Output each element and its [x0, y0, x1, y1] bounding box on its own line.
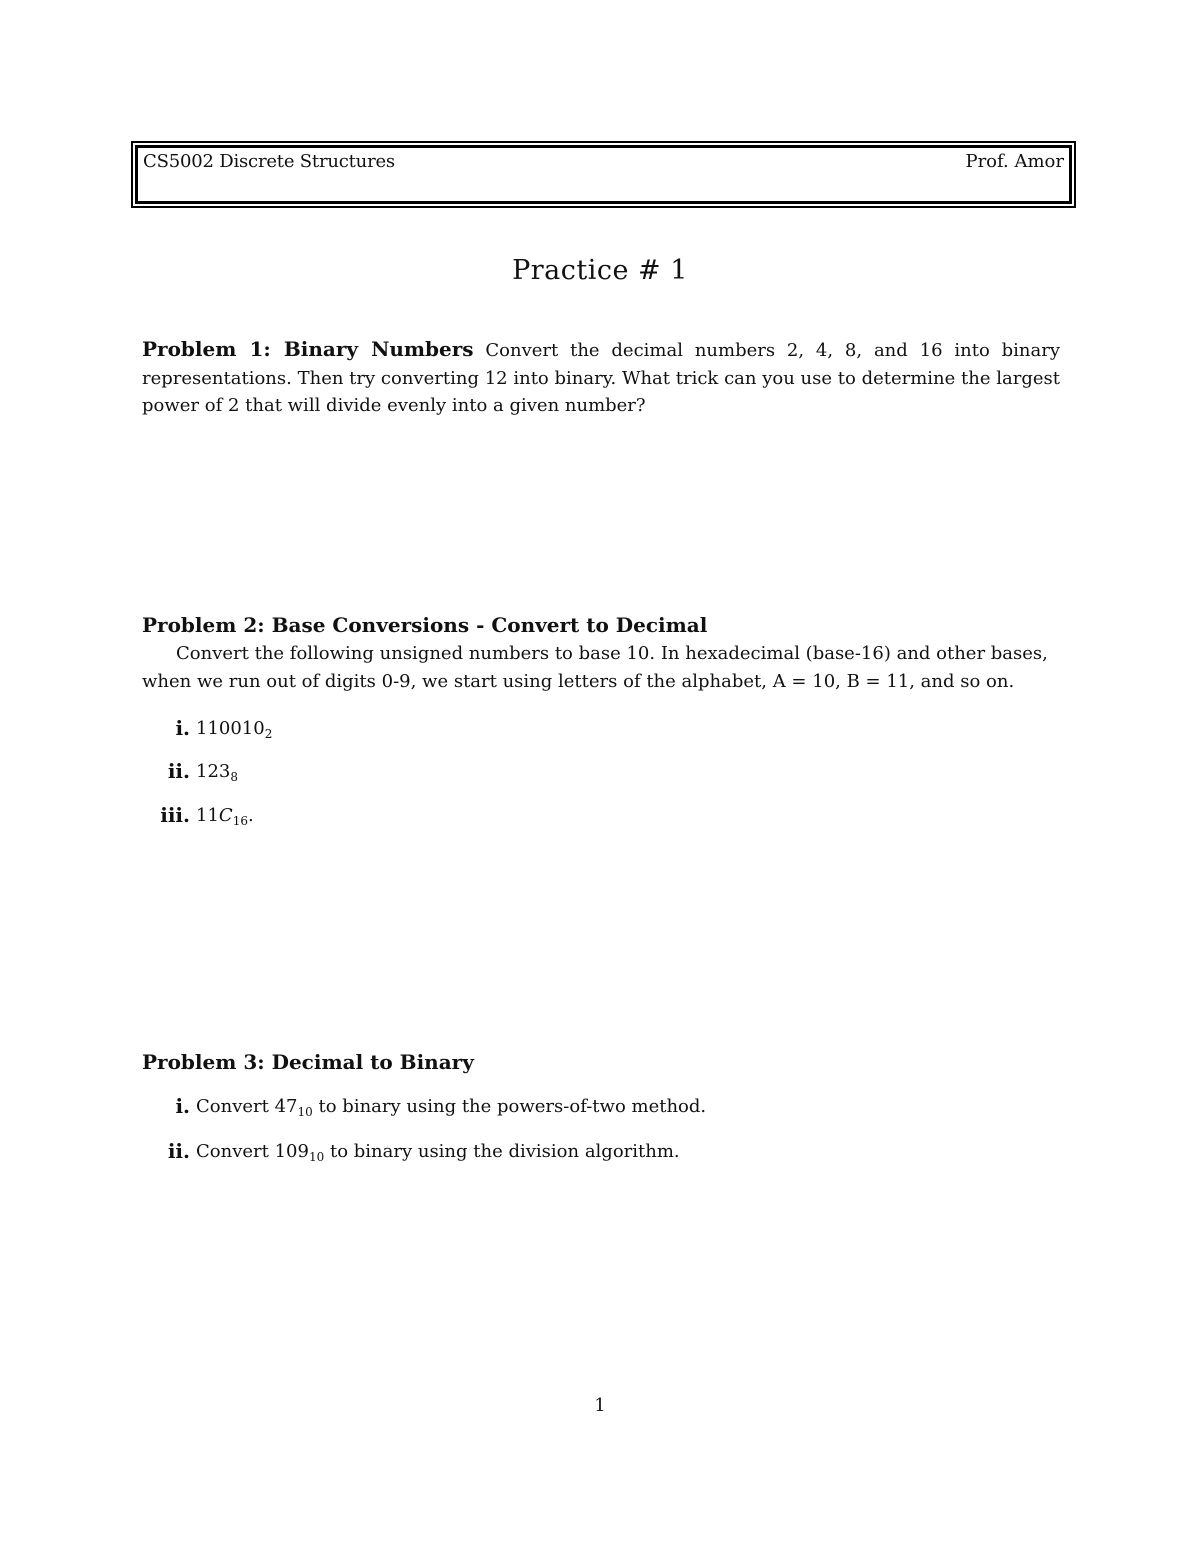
- item-base: 2: [264, 727, 273, 741]
- item-value: [196, 718, 272, 739]
- header-box: [131, 141, 1076, 208]
- item-suffix: .: [247, 805, 254, 826]
- item-base: 8: [230, 770, 238, 784]
- item-number: 110010: [196, 718, 265, 739]
- item-label: ii.: [167, 1139, 190, 1163]
- problem-1-text: Convert the decimal numbers 2, 4, 8, and 16 into binary representations. Then try converting 12 into binary. What trick can you use to determine the largest power of 2 that will divide evenly into a given number?: [142, 340, 1060, 416]
- problem-3-title: Problem 3: Decimal to Binary: [142, 1050, 474, 1074]
- item-label: iii.: [160, 803, 190, 827]
- item-text: [196, 1096, 706, 1117]
- problem-1: [142, 336, 1060, 420]
- item-value: [196, 761, 238, 782]
- problem-2-text: Convert the following unsigned numbers to base 10. In hexadecimal (base-16) and other bases, when we run out of digits 0-9, we start using letters of the alphabet, A = 10, B = 11, and so on.: [142, 643, 1048, 692]
- item-number: 11: [196, 805, 219, 826]
- item-text: [196, 1141, 680, 1162]
- instructor-name: Prof. Amor: [965, 151, 1064, 172]
- item-number-letter: C: [218, 805, 233, 826]
- course-name: CS5002 Discrete Structures: [143, 151, 395, 172]
- item-label: ii.: [167, 759, 190, 783]
- item-prefix: Convert 109: [196, 1141, 309, 1162]
- item-base: 10: [308, 1150, 325, 1164]
- item-label: i.: [175, 716, 190, 740]
- problem-1-title: Problem 1: Binary Numbers: [142, 337, 474, 361]
- item-number: 123: [196, 761, 231, 782]
- item-suffix: to binary using the powers-of-two method.: [312, 1096, 707, 1117]
- page-number: 1: [594, 1395, 606, 1416]
- item-base: 10: [297, 1105, 313, 1119]
- item-suffix: to binary using the division algorithm.: [324, 1141, 680, 1162]
- item-prefix: Convert 47: [196, 1096, 298, 1117]
- document-title: Practice # 1: [512, 255, 688, 286]
- item-base: 16: [232, 814, 248, 828]
- item-label: i.: [175, 1094, 190, 1118]
- problem-2-title: Problem 2: Base Conversions - Convert to Decimal: [142, 613, 708, 637]
- item-value: [196, 805, 254, 826]
